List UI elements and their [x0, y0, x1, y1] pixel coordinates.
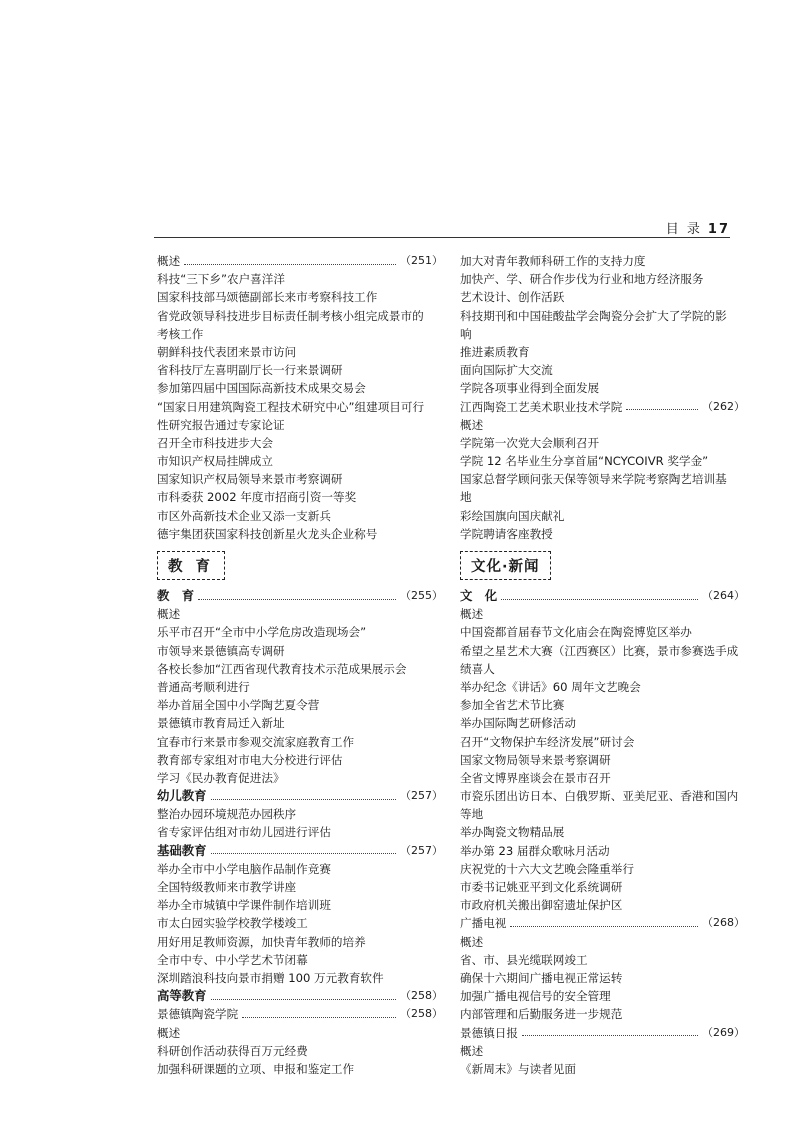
toc-subitem — [157, 969, 443, 987]
toc-subitem-text: 彩绘国旗向国庆献礼 — [460, 508, 565, 523]
toc-subitem — [157, 1024, 443, 1042]
toc-subitem — [460, 896, 745, 914]
toc-subitem-text: 宜春市行来景市参观交流家庭教育工作 — [157, 734, 355, 749]
toc-subitem — [460, 525, 745, 543]
leader-dots — [626, 409, 698, 410]
leader-dots — [184, 264, 396, 265]
section-box-row — [460, 543, 745, 587]
toc-subitem — [157, 488, 443, 506]
leader-dots — [211, 853, 396, 854]
toc-entry — [157, 1005, 443, 1023]
toc-subitem — [460, 987, 745, 1005]
toc-subitem-text: 用好用足教师资源，加快青年教师的培养 — [157, 934, 366, 949]
toc-subitem-text: 概述 — [157, 1025, 181, 1040]
toc-subitem — [157, 605, 443, 623]
toc-subitem — [460, 361, 745, 379]
toc-subitem-text: 概述 — [460, 934, 484, 949]
toc-subitem-text: 召开“文物保护车经济发展”研讨会 — [460, 734, 635, 749]
section-box-row — [157, 543, 443, 587]
toc-subitem-text: 市领导来景德镇高专调研 — [157, 643, 285, 658]
toc-subitem — [460, 325, 745, 343]
toc-subitem-text: 科技“三下乡”农户喜洋洋 — [157, 272, 285, 287]
toc-subitem-text: 科技期刊和中国硅酸盐学会陶瓷分会扩大了学院的影 — [460, 308, 727, 323]
toc-subitem-text: 加强科研课题的立项、申报和鉴定工作 — [157, 1061, 355, 1076]
toc-subitem — [157, 1060, 443, 1078]
section-heading-box: 教 育 — [157, 551, 225, 580]
toc-subitem-text: 市太白园实验学校教学楼竣工 — [157, 916, 308, 931]
toc-subitem-text: 概述 — [460, 1043, 484, 1058]
toc-subitem — [157, 660, 443, 678]
toc-subitem — [157, 751, 443, 769]
toc-subitem-text: 举办第 23 届群众歌咏月活动 — [460, 843, 610, 858]
toc-subitem — [460, 270, 745, 288]
toc-subitem — [460, 660, 745, 678]
toc-subitem — [460, 642, 745, 660]
toc-subitem — [460, 379, 745, 397]
toc-subitem — [460, 823, 745, 841]
toc-page-ref: （257） — [400, 789, 443, 803]
toc-subitem-text: 举办全市城镇中学课件制作培训班 — [157, 898, 331, 913]
toc-subitem — [460, 733, 745, 751]
toc-subitem — [460, 288, 745, 306]
toc-subitem-text: 响 — [460, 326, 472, 341]
toc-subitem-text: 学习《民办教育促进法》 — [157, 770, 285, 785]
toc-subitem — [460, 860, 745, 878]
toc-subitem-text: 加大对青年教师科研工作的支持力度 — [460, 254, 646, 268]
header-rule — [154, 237, 730, 238]
toc-subitem-text: 加强广播电视信号的安全管理 — [460, 989, 611, 1004]
toc-entry — [460, 1024, 745, 1042]
toc-entry — [460, 587, 745, 605]
toc-subitem — [157, 379, 443, 397]
toc-subitem-text: 参加第四届中国国际高新技术成果交易会 — [157, 381, 366, 396]
toc-subitem — [157, 398, 443, 416]
toc-entry — [157, 987, 443, 1005]
toc-subitem-text: 省、市、县光缆联网竣工 — [460, 952, 588, 967]
toc-subitem-text: 教育部专家组对市电大分校进行评估 — [157, 752, 343, 767]
toc-subitem-text: 全省文博界座谈会在景市召开 — [460, 770, 611, 785]
toc-page-ref: （269） — [702, 1025, 745, 1039]
toc-subitem-text: 全国特级教师来市教学讲座 — [157, 880, 297, 894]
toc-subitem-text: 深圳踏浪科技向景市捐赠 100 万元教育软件 — [157, 970, 384, 985]
leader-dots — [242, 1017, 396, 1018]
toc-subitem-text: 概述 — [157, 607, 181, 622]
toc-subitem — [460, 751, 745, 769]
toc-subitem-text: 市区外高新技术企业又添一支新兵 — [157, 508, 331, 523]
leader-dots — [501, 599, 698, 600]
toc-subitem — [157, 696, 443, 714]
toc-entry — [460, 914, 745, 932]
toc-subitem-text: 普通高考顺利进行 — [157, 679, 250, 694]
toc-subitem-text: 举办首届全国中小学陶艺夏令营 — [157, 698, 320, 713]
toc-subitem — [157, 878, 443, 896]
toc-subitem — [460, 1005, 745, 1023]
toc-subitem-text: 学院 12 名毕业生分享首届“NCYCOIVR 奖学金” — [460, 454, 709, 469]
toc-page-ref: （251） — [400, 254, 443, 267]
leader-dots — [510, 926, 698, 927]
toc-subitem-text: “国家日用建筑陶瓷工程技术研究中心”组建项目可行 — [157, 399, 425, 414]
toc-subitem — [460, 470, 745, 488]
toc-subitem — [157, 525, 443, 543]
toc-entry-title: 文 化 — [460, 588, 498, 603]
toc-subitem — [157, 325, 443, 343]
toc-subitem — [460, 343, 745, 361]
toc-subitem-text: 确保十六期间广播电视正常运转 — [460, 970, 623, 985]
toc-subitem-text: 省科技厅左喜明副厅长一行来景调研 — [157, 363, 343, 378]
leader-dots — [522, 1035, 698, 1036]
toc-subitem — [157, 642, 443, 660]
toc-subitem — [460, 842, 745, 860]
toc-entry — [157, 252, 443, 270]
toc-entry-title: 教 育 — [157, 588, 195, 603]
toc-subitem — [157, 769, 443, 787]
toc-page-ref: （258） — [400, 1007, 443, 1021]
toc-subitem — [460, 951, 745, 969]
toc-subitem-text: 乐平市召开“全市中小学危房改造现场会” — [157, 625, 367, 640]
toc-subitem — [460, 252, 745, 270]
toc-subitem-text: 中国瓷都首届春节文化庙会在陶瓷博览区举办 — [460, 625, 692, 640]
toc-page-ref: （264） — [702, 589, 745, 602]
toc-entry-title: 广播电视 — [460, 916, 507, 931]
toc-subitem-text: 举办全市中小学电脑作品制作竞赛 — [157, 861, 331, 876]
toc-subitem-text: 地 — [460, 490, 472, 505]
toc-subitem-text: 《新周末》与读者见面 — [460, 1061, 576, 1076]
toc-subitem — [460, 1060, 745, 1078]
toc-page-ref: （268） — [702, 916, 745, 930]
toc-subitem-text: 举办纪念《讲话》60 周年文艺晚会 — [460, 679, 641, 694]
toc-entry-title: 景德镇陶瓷学院 — [157, 1007, 239, 1022]
toc-subitem-text: 加快产、学、研合作步伐为行业和地方经济服务 — [460, 272, 704, 287]
toc-subitem — [460, 933, 745, 951]
leader-dots — [198, 599, 396, 600]
toc-subitem — [460, 878, 745, 896]
toc-subitem-text: 市委书记姚亚平到文化系统调研 — [460, 880, 623, 894]
toc-subitem — [157, 288, 443, 306]
toc-subitem — [460, 452, 745, 470]
toc-subitem-text: 内部管理和后勤服务进一步规范 — [460, 1007, 623, 1022]
running-head — [666, 218, 730, 237]
toc-subitem-text: 希望之星艺术大赛（江西赛区）比赛，景市参赛选手成 — [460, 643, 739, 658]
toc-entry-title: 高等教育 — [157, 988, 207, 1004]
toc-subitem-text: 考核工作 — [157, 326, 204, 341]
toc-page-ref: （262） — [702, 399, 745, 413]
toc-subitem — [157, 805, 443, 823]
toc-subitem — [157, 507, 443, 525]
toc-subitem-text: 性研究报告通过专家论证 — [157, 417, 285, 432]
toc-subitem — [460, 714, 745, 732]
toc-entry — [157, 787, 443, 805]
toc-subitem — [157, 914, 443, 932]
toc-entry-title: 基础教育 — [157, 842, 207, 858]
toc-subitem — [157, 1042, 443, 1060]
toc-subitem — [460, 787, 745, 805]
toc-entry-title: 概述 — [157, 254, 181, 268]
toc-subitem — [460, 1042, 745, 1060]
toc-subitem-text: 全市中专、中小学艺术节闭幕 — [157, 952, 308, 967]
page-number: 17 — [707, 222, 730, 237]
toc-subitem-text: 国家总督学顾问张天保等领导来学院考察陶艺培训基 — [460, 472, 727, 487]
toc-subitem — [460, 769, 745, 787]
toc-subitem — [157, 307, 443, 325]
toc-subitem-text: 整治办园环境规范办园秩序 — [157, 807, 297, 822]
toc-subitem-text: 国家科技部马颂德副部长来市考察科技工作 — [157, 290, 378, 305]
toc-subitem-text: 德宇集团获国家科技创新星火龙头企业称号 — [157, 526, 378, 541]
toc-subitem — [157, 951, 443, 969]
toc-subitem — [460, 623, 745, 641]
toc-subitem-text: 省专家评估组对市幼儿园进行评估 — [157, 825, 331, 840]
toc-entry — [157, 842, 443, 860]
toc-subitem-text: 国家知识产权局领导来景市考察调研 — [157, 472, 343, 487]
toc-subitem — [157, 434, 443, 452]
toc-subitem — [157, 933, 443, 951]
toc-subitem — [157, 623, 443, 641]
leader-dots — [211, 799, 396, 800]
toc-subitem — [157, 270, 443, 288]
toc-subitem-text: 市科委获 2002 年度市招商引资一等奖 — [157, 490, 357, 505]
toc-subitem — [460, 416, 745, 434]
toc-entry — [157, 587, 443, 605]
toc-subitem-text: 国家文物局领导来景考察调研 — [460, 752, 611, 767]
toc-subitem-text: 各校长参加“江西省现代教育技术示范成果展示会 — [157, 661, 407, 676]
toc-entry — [460, 398, 745, 416]
toc-subitem — [157, 678, 443, 696]
toc-subitem-text: 绩喜人 — [460, 661, 495, 676]
running-head-title: 目 录 — [665, 222, 702, 237]
toc-subitem — [460, 805, 745, 823]
toc-subitem — [157, 470, 443, 488]
toc-subitem-text: 参加全省艺术节比赛 — [460, 698, 565, 713]
toc-subitem — [157, 823, 443, 841]
toc-subitem-text: 科研创作活动获得百万元经费 — [157, 1043, 308, 1058]
toc-subitem-text: 景德镇市教育局迁入新址 — [157, 716, 285, 731]
toc-subitem — [157, 416, 443, 434]
toc-subitem-text: 朝鲜科技代表团来景市访问 — [157, 344, 297, 359]
toc-subitem — [460, 434, 745, 452]
toc-subitem — [460, 678, 745, 696]
toc-subitem — [460, 696, 745, 714]
toc-right-column — [460, 252, 745, 1078]
toc-subitem-text: 召开全市科技进步大会 — [157, 435, 273, 450]
toc-subitem — [460, 969, 745, 987]
toc-subitem — [157, 361, 443, 379]
toc-page-ref: （258） — [400, 989, 443, 1003]
page-header — [154, 216, 730, 238]
toc-subitem-text: 市瓷乐团出访日本、白俄罗斯、亚美尼亚、香港和国内 — [460, 789, 739, 804]
toc-subitem — [157, 343, 443, 361]
toc-subitem-text: 市政府机关搬出御窑遗址保护区 — [460, 898, 623, 913]
toc-subitem-text: 学院第一次党大会顺利召开 — [460, 435, 600, 450]
toc-subitem-text: 学院聘请客座教授 — [460, 526, 553, 541]
toc-subitem — [157, 714, 443, 732]
toc-subitem — [460, 507, 745, 525]
toc-subitem — [460, 307, 745, 325]
toc-left-column — [157, 252, 443, 1078]
toc-subitem-text: 庆祝党的十六大文艺晚会隆重举行 — [460, 861, 634, 876]
toc-entry-title: 幼儿教育 — [157, 788, 207, 804]
leader-dots — [211, 999, 396, 1000]
toc-subitem — [460, 488, 745, 506]
toc-subitem — [157, 733, 443, 751]
toc-subitem — [460, 605, 745, 623]
section-heading-box: 文化·新闻 — [460, 551, 551, 580]
toc-subitem-text: 概述 — [460, 417, 484, 432]
toc-subitem-text: 市知识产权局挂牌成立 — [157, 454, 273, 469]
toc-entry-title: 江西陶瓷工艺美术职业技术学院 — [460, 399, 623, 414]
toc-subitem-text: 面向国际扩大交流 — [460, 363, 553, 378]
toc-entry-title: 景德镇日报 — [460, 1025, 518, 1040]
toc-subitem — [157, 452, 443, 470]
toc-page-ref: （257） — [400, 843, 443, 857]
toc-subitem-text: 举办国际陶艺研修活动 — [460, 716, 576, 731]
toc-subitem-text: 举办陶瓷文物精品展 — [460, 825, 565, 840]
toc-subitem — [157, 860, 443, 878]
toc-page-ref: （255） — [400, 589, 443, 602]
toc-subitem-text: 艺术设计、创作活跃 — [460, 290, 565, 305]
toc-subitem-text: 省党政领导科技进步目标责任制考核小组完成景市的 — [157, 308, 424, 323]
toc-subitem — [157, 896, 443, 914]
toc-subitem-text: 推进素质教育 — [460, 344, 530, 359]
toc-subitem-text: 等地 — [460, 807, 484, 822]
toc-subitem-text: 学院各项事业得到全面发展 — [460, 381, 600, 396]
toc-subitem-text: 概述 — [460, 607, 484, 622]
